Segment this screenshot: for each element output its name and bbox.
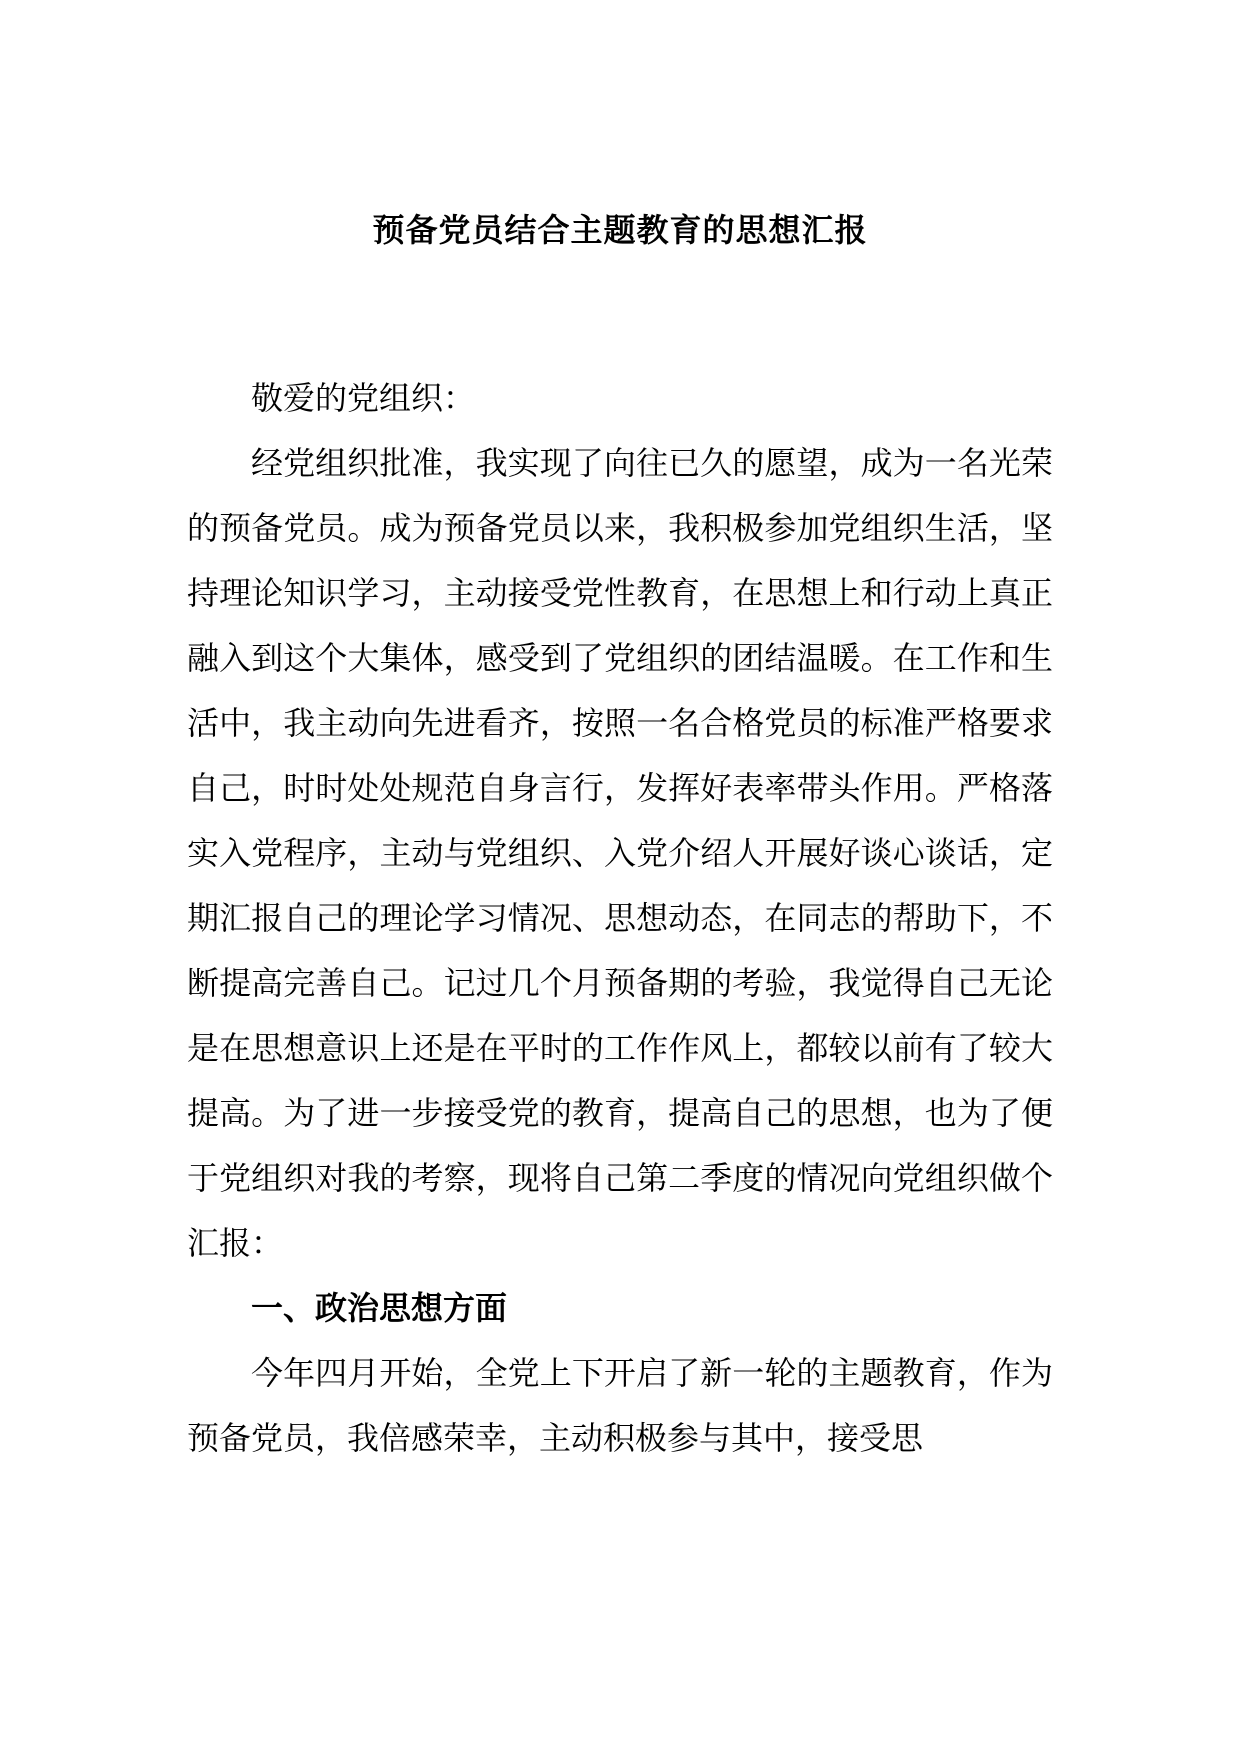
document-body	[187, 366, 1053, 1471]
document-title: 预备党员结合主题教育的思想汇报	[372, 211, 868, 249]
section-heading-political: 一、政治思想方面	[251, 1289, 508, 1327]
paragraph-political: 今年四月开始，全党上下开启了新一轮的主题教育，作为预备党员，我倍感荣幸，主动积极参与其中，接受思	[187, 1354, 1053, 1457]
salutation: 敬爱的党组织：	[251, 379, 476, 417]
paragraph-intro: 经党组织批准，我实现了向往已久的愿望，成为一名光荣的预备党员。成为预备党员以来，我积极参加党组织生活，坚持理论知识学习，主动接受党性教育，在思想上和行动上真正融入到这个大集体，感受到了党组织的团结温暖。在工作和生活中，我主动向先进看齐，按照一名合格党员的标准严格要求自己，时时处处规范自身言行，发挥好表率带头作用。严格落实入党程序，主动与党组织、入党介绍人开展好谈心谈话，定期汇报自己的理论学习情况、思想动态，在同志的帮助下，不断提高完善自己。记过几个月预备期的考验，我觉得自己无论是在思想意识上还是在平时的工作作风上，都较以前有了较大提高。为了进一步接受党的教育，提高自己的思想，也为了便于党组织对我的考察，现将自己第二季度的情况向党组织做个汇报：	[187, 444, 1053, 1262]
